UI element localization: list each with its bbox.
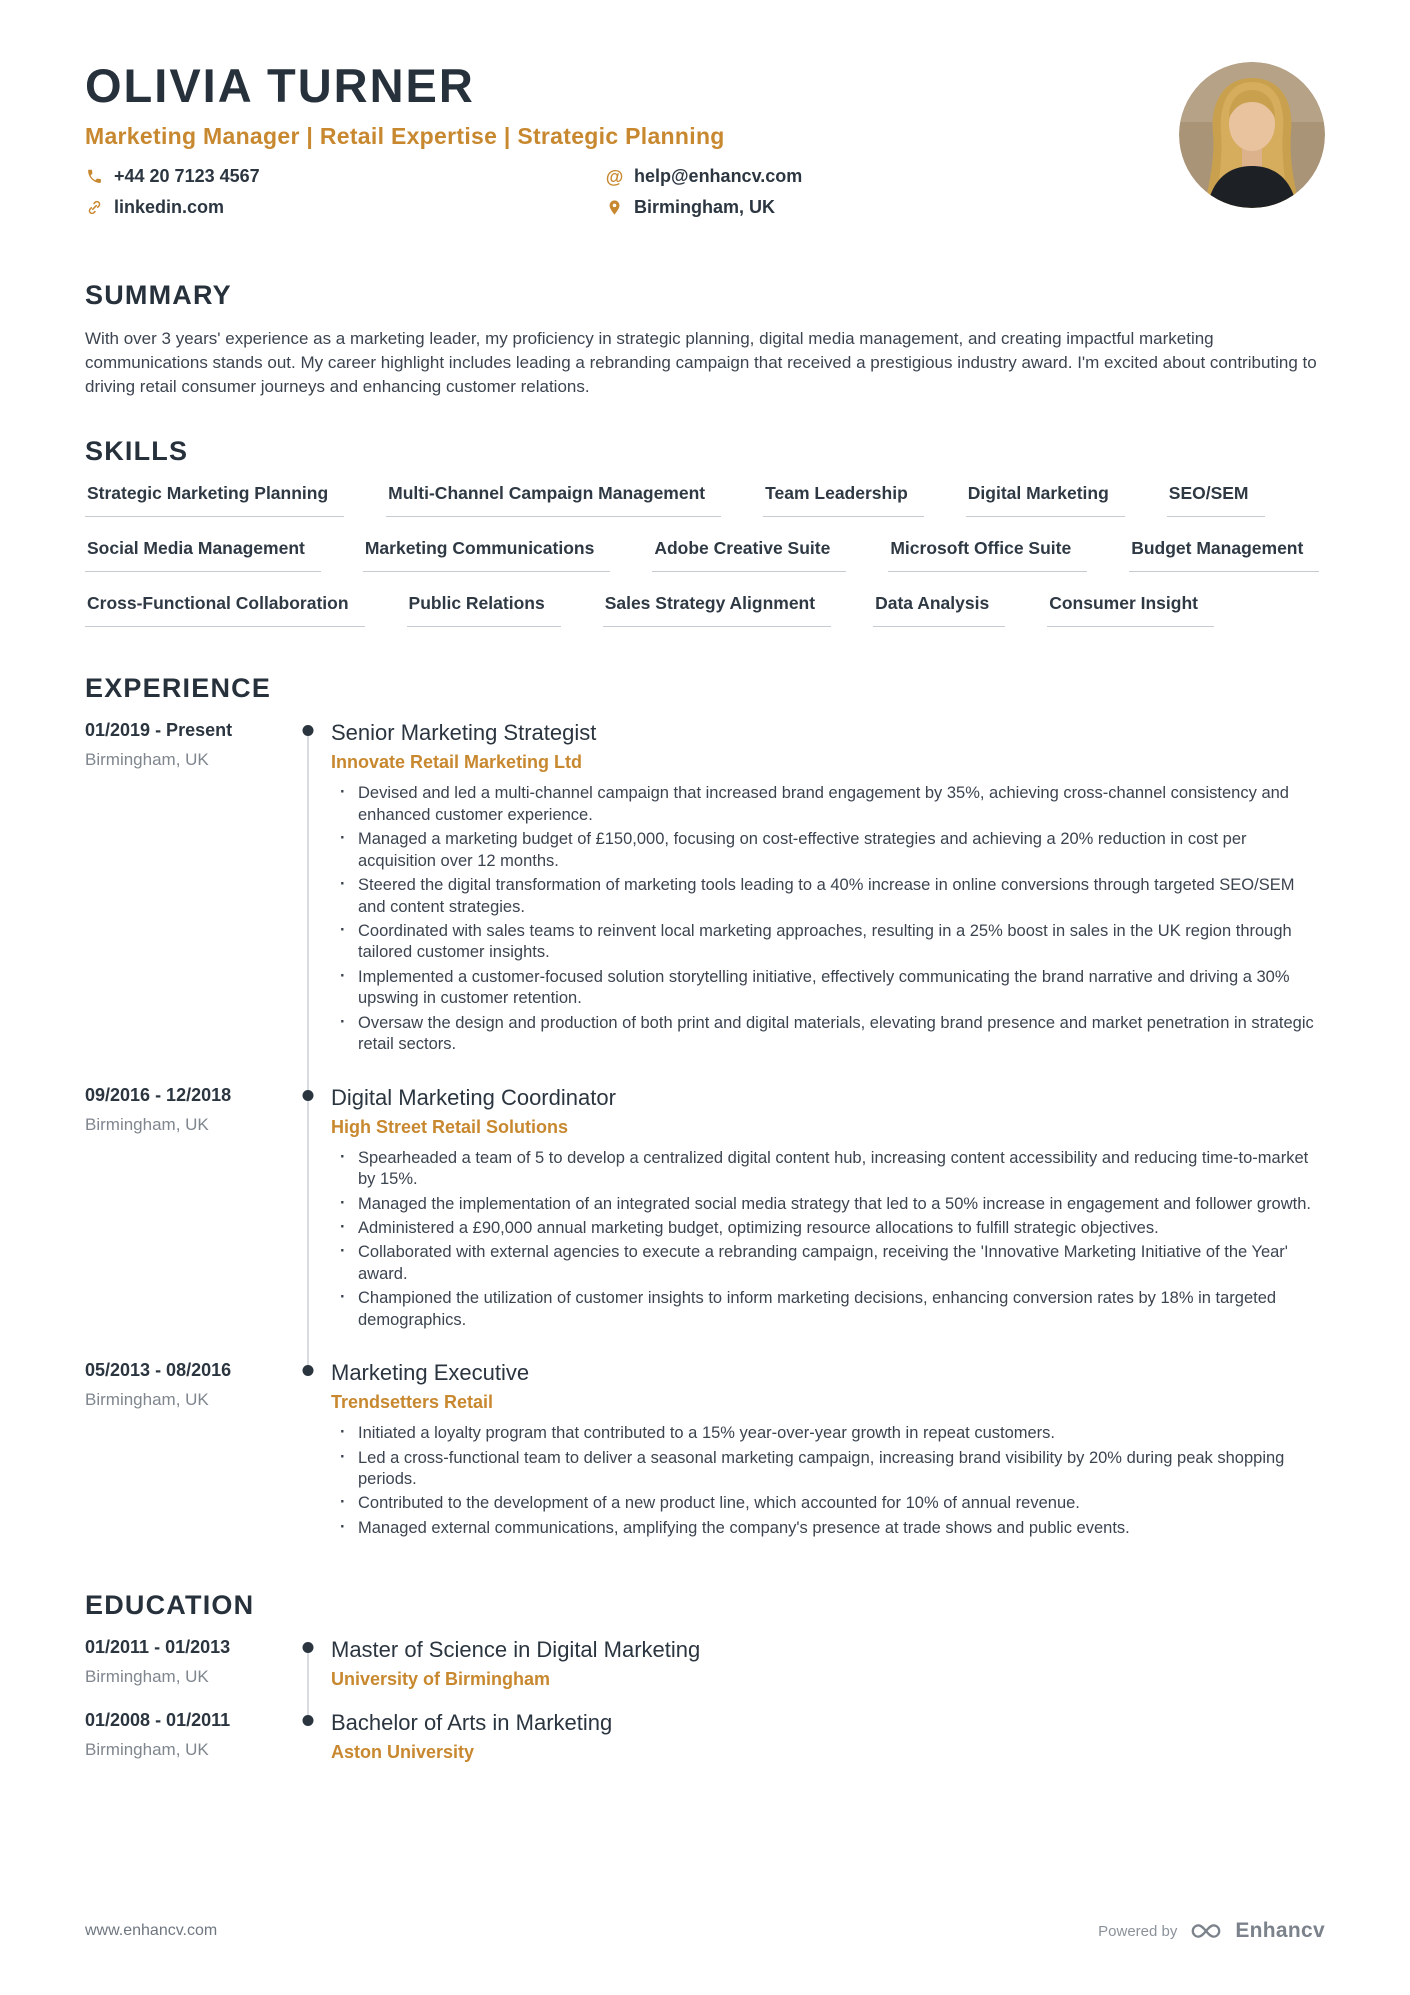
education-section bbox=[85, 1590, 1325, 1783]
skill-item: Public Relations bbox=[407, 593, 561, 627]
bullet-item: · Championed the utilization of customer insights to inform marketing decisions, enhancing conversion rates by 18% in targeted demographics. bbox=[331, 1288, 1325, 1331]
company-name: High Street Retail Solutions bbox=[331, 1116, 569, 1137]
skills-section bbox=[85, 436, 1325, 627]
skill-item: Sales Strategy Alignment bbox=[603, 593, 831, 627]
timeline-dot bbox=[303, 1090, 314, 1101]
summary-text: With over 3 years' experience as a marketing leader, my proficiency in strategic planning, digital media management, and creating impactful marketing communications stands out. My career highlight includes leading a rebranding campaign that received a prestigious industry award. I'm excited about contributing to driving retail consumer journeys and enhancing customer relations. bbox=[85, 329, 1317, 396]
contact-phone-text: +44 20 7123 4567 bbox=[114, 166, 260, 186]
timeline-dot bbox=[303, 1715, 314, 1726]
section-heading-summary: SUMMARY bbox=[85, 280, 232, 310]
bullet-item: · Coordinated with sales teams to reinvent local marketing approaches, resulting in a 25% boost in sales in the UK region through tailored customer insights. bbox=[331, 921, 1325, 964]
skill-item: SEO/SEM bbox=[1167, 483, 1265, 517]
bullet-item: · Managed a marketing budget of £150,000, focusing on cost-effective strategies and achieving a 20% reduction in cost per acquisition over 12 months. bbox=[331, 829, 1325, 872]
timeline bbox=[285, 720, 331, 1084]
location-icon bbox=[605, 198, 624, 217]
skill-item: Data Analysis bbox=[873, 593, 1005, 627]
powered-by-label: Powered by bbox=[1098, 1922, 1178, 1940]
degree-title: Master of Science in Digital Marketing bbox=[331, 1637, 701, 1663]
skill-item: Adobe Creative Suite bbox=[652, 538, 846, 572]
portrait-illustration bbox=[1179, 62, 1325, 208]
bullet-item: · Initiated a loyalty program that contributed to a 15% year-over-year growth in repeat customers. bbox=[331, 1423, 1325, 1444]
school-name: Aston University bbox=[331, 1742, 475, 1763]
link-icon bbox=[85, 198, 104, 217]
timeline-dot bbox=[303, 1642, 314, 1653]
header-text-block bbox=[85, 58, 802, 218]
contact-location-text: Birmingham, UK bbox=[634, 197, 776, 217]
edu-entry bbox=[85, 1710, 1325, 1783]
bullet-item: · Contributed to the development of a new product line, which accounted for 10% of annual revenue. bbox=[331, 1493, 1325, 1514]
entry-dates: 09/2016 - 12/2018 bbox=[85, 1084, 232, 1105]
enhancv-logo-icon bbox=[1189, 1921, 1223, 1941]
skill-item: Microsoft Office Suite bbox=[888, 538, 1087, 572]
entry-content bbox=[331, 720, 1325, 1084]
person-name: OLIVIA TURNER bbox=[85, 59, 475, 112]
timeline-dot bbox=[303, 1365, 314, 1376]
skill-item: Consumer Insight bbox=[1047, 593, 1214, 627]
entry-meta bbox=[85, 1085, 285, 1361]
enhancv-wordmark[interactable]: Enhancv bbox=[1235, 1919, 1325, 1942]
entry-meta bbox=[85, 720, 285, 1084]
entry-dates: 01/2019 - Present bbox=[85, 720, 233, 741]
bullet-item: · Steered the digital transformation of marketing tools leading to a 40% increase in online conversions through targeted SEO/SEM and content strategies. bbox=[331, 875, 1325, 918]
skills-list bbox=[85, 483, 1325, 627]
skill-item: Cross-Functional Collaboration bbox=[85, 593, 365, 627]
skill-item: Multi-Channel Campaign Management bbox=[386, 483, 721, 517]
footer-site-link[interactable]: www.enhancv.com bbox=[85, 1922, 218, 1939]
school-name: University of Birmingham bbox=[331, 1669, 551, 1690]
resume-header bbox=[85, 58, 1325, 218]
at-icon: @ bbox=[605, 166, 624, 187]
profile-photo bbox=[1179, 62, 1325, 208]
company-name: Trendsetters Retail bbox=[331, 1392, 494, 1413]
contact-linkedin[interactable] bbox=[85, 197, 605, 218]
section-heading-experience: EXPERIENCE bbox=[85, 673, 272, 704]
section-heading-education: EDUCATION bbox=[85, 1590, 255, 1621]
job-title: Digital Marketing Coordinator bbox=[331, 1084, 616, 1110]
entry-content bbox=[331, 1710, 1325, 1783]
timeline-dot bbox=[303, 725, 314, 736]
edu-entry bbox=[85, 1637, 1325, 1710]
skill-item: Team Leadership bbox=[763, 483, 924, 517]
entry-content bbox=[331, 1085, 1325, 1361]
bullet-item: · Managed external communications, amplifying the company's presence at trade shows and public events. bbox=[331, 1518, 1325, 1539]
bullet-item: · Spearheaded a team of 5 to develop a centralized digital content hub, increasing content accessibility and reducing time-to-market by 15%. bbox=[331, 1148, 1325, 1191]
entry-meta bbox=[85, 1360, 285, 1568]
job-title: Senior Marketing Strategist bbox=[331, 720, 597, 746]
bullet-list bbox=[331, 783, 1325, 1055]
skill-item: Social Media Management bbox=[85, 538, 321, 572]
headline: Marketing Manager | Retail Expertise | Strategic Planning bbox=[85, 123, 725, 149]
section-heading-skills: SKILLS bbox=[85, 436, 189, 467]
entry-dates: 01/2011 - 01/2013 bbox=[85, 1637, 231, 1658]
exp-entry bbox=[85, 1360, 1325, 1568]
bullet-item: · Led a cross-functional team to deliver a seasonal marketing campaign, increasing brand visibility by 20% during peak shopping periods. bbox=[331, 1448, 1325, 1491]
skill-item: Marketing Communications bbox=[363, 538, 610, 572]
summary-section bbox=[85, 280, 1325, 398]
entry-meta bbox=[85, 1710, 285, 1783]
entry-meta bbox=[85, 1637, 285, 1710]
skill-item: Budget Management bbox=[1129, 538, 1319, 572]
entry-location: Birmingham, UK bbox=[85, 1740, 209, 1760]
timeline bbox=[285, 1360, 331, 1568]
experience-section bbox=[85, 673, 1325, 1568]
bullet-list bbox=[331, 1423, 1325, 1539]
entry-location: Birmingham, UK bbox=[85, 1114, 209, 1134]
bullet-list bbox=[331, 1148, 1325, 1332]
entry-location: Birmingham, UK bbox=[85, 1667, 209, 1687]
bullet-item: · Administered a £90,000 annual marketing budget, optimizing resource allocations to fulfill strategic objectives. bbox=[331, 1218, 1325, 1239]
powered-by-block bbox=[1098, 1919, 1325, 1943]
contact-linkedin-text: linkedin.com bbox=[114, 197, 225, 217]
page-footer bbox=[85, 1919, 1325, 1943]
bullet-item: · Collaborated with external agencies to execute a rebranding campaign, receiving the 'Innovative Marketing Initiative of the Year' award. bbox=[331, 1242, 1325, 1285]
timeline bbox=[285, 1637, 331, 1710]
bullet-item: · Implemented a customer-focused solution storytelling initiative, effectively communicating the brand narrative and driving a 30% upswing in customer retention. bbox=[331, 967, 1325, 1010]
phone-icon bbox=[85, 167, 104, 186]
entry-dates: 01/2008 - 01/2011 bbox=[85, 1710, 231, 1731]
skill-item: Digital Marketing bbox=[966, 483, 1125, 517]
education-entries bbox=[85, 1637, 1325, 1783]
contact-phone[interactable] bbox=[85, 166, 605, 187]
exp-entry bbox=[85, 1085, 1325, 1361]
timeline bbox=[285, 1710, 331, 1783]
skill-item: Strategic Marketing Planning bbox=[85, 483, 344, 517]
entry-location: Birmingham, UK bbox=[85, 750, 209, 770]
company-name: Innovate Retail Marketing Ltd bbox=[331, 752, 583, 773]
entry-content bbox=[331, 1637, 1325, 1710]
job-title: Marketing Executive bbox=[331, 1360, 530, 1386]
experience-entries bbox=[85, 720, 1325, 1568]
contact-list bbox=[85, 166, 802, 218]
entry-content bbox=[331, 1360, 1325, 1568]
contact-email-text: help@enhancv.com bbox=[634, 166, 803, 186]
entry-location: Birmingham, UK bbox=[85, 1390, 209, 1410]
contact-location bbox=[605, 197, 802, 218]
timeline bbox=[285, 1085, 331, 1361]
contact-email[interactable] bbox=[605, 166, 802, 187]
exp-entry bbox=[85, 720, 1325, 1084]
entry-dates: 05/2013 - 08/2016 bbox=[85, 1360, 232, 1381]
bullet-item: · Devised and led a multi-channel campaign that increased brand engagement by 35%, achieving cross-channel consistency and enhanced customer experience. bbox=[331, 783, 1325, 826]
degree-title: Bachelor of Arts in Marketing bbox=[331, 1710, 613, 1736]
bullet-item: · Oversaw the design and production of both print and digital materials, elevating brand presence and market penetration in strategic retail sectors. bbox=[331, 1013, 1325, 1056]
bullet-item: · Managed the implementation of an integrated social media strategy that led to a 50% increase in engagement and follower growth. bbox=[331, 1194, 1325, 1215]
